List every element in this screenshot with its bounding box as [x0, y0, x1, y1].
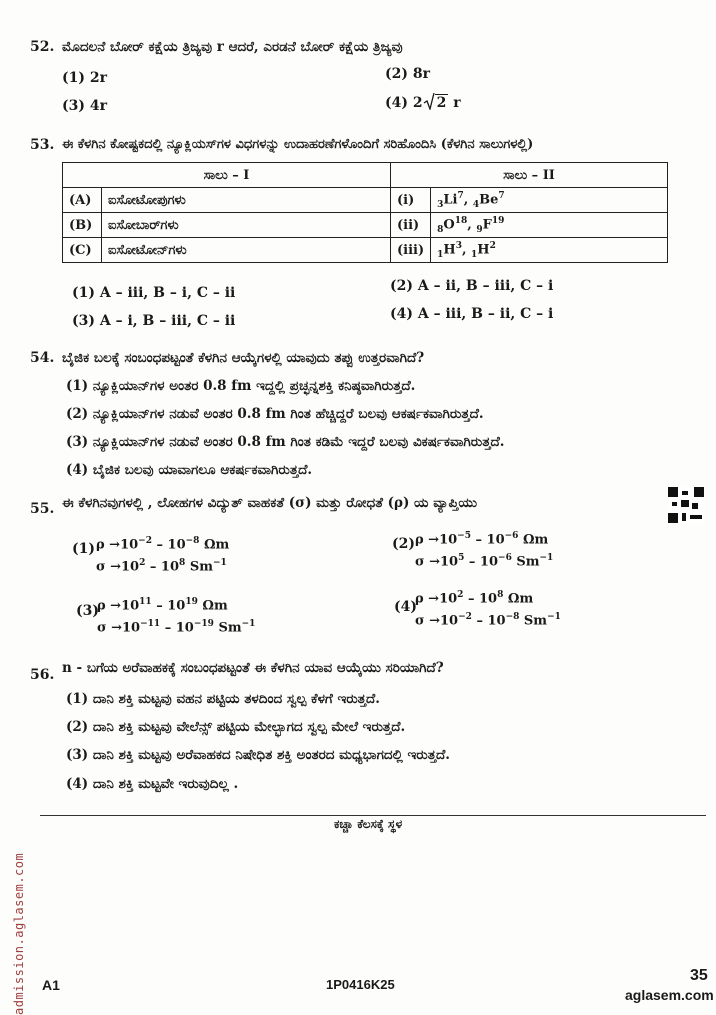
q52-option-1: (1) 2r: [62, 70, 107, 86]
watermark: admission.aglasem.com: [12, 852, 26, 1015]
q54-option-2: (2) ನ್ಯೂಕ್ಲಿಯಾನ್‌ಗಳ ನಡುವೆ ಅಂತರ 0.8 fm ಗಿಂತ ಹೆಚ್ಚಿದ್ದರೆ ಬಲವು ಆಕರ್ಷಕವಾಗಿರುತ್ತದೆ.: [66, 406, 484, 422]
row-label-a: (A): [63, 188, 102, 213]
q54-number: 54.: [30, 350, 55, 366]
q53-option-4: (4) A – iii, B – ii, C – i: [390, 306, 554, 322]
q56-text: n - ಬಗೆಯ ಅರೆವಾಹಕಕ್ಕೆ ಸಂಬಂಧಪಟ್ಟಂತೆ ಈ ಕೆಳಗಿನ ಯಾವ ಆಯ್ಕೆಯು ಸರಿಯಾಗಿದೆ?: [62, 660, 444, 676]
divider-line: [40, 815, 706, 816]
q52-option-2: (2) 8r: [385, 66, 430, 82]
q52-option-4-prefix: (4) 2: [385, 95, 423, 111]
q55-option-3-formula: $\rho \to 10^{11} - 10^{19}$ Ωm $\sigma \to 10^{-11} - 10^{-19}$ $Sm^{-1}$: [97, 597, 256, 636]
row-roman-i: (i): [391, 188, 431, 213]
row-roman-iii: (iii): [391, 238, 431, 263]
nuclei-example-ii: $_8O^{18}$, $_9F^{19}$: [431, 213, 668, 238]
row-roman-ii: (ii): [391, 213, 431, 238]
q56-option-2: (2) ದಾನಿ ಶಕ್ತಿ ಮಟ್ಟವು ವೇಲೆನ್ಸ್ ಪಟ್ಟಿಯ ಮೇಲ್ಭಾಗದ ಸ್ವಲ್ಪ ಮೇಲೆ ಇರುತ್ತದೆ.: [66, 719, 406, 735]
site-label: aglasem.com: [625, 987, 714, 1003]
q52-number: 52.: [30, 39, 55, 55]
q53-option-2: (2) A – ii, B – iii, C – i: [390, 278, 554, 294]
q56-option-4: (4) ದಾನಿ ಶಕ್ತಿ ಮಟ್ಟವೇ ಇರುವುದಿಲ್ಲ .: [66, 776, 239, 792]
row-term-a: ಐಸೋಟೋಪುಗಳು: [102, 188, 391, 213]
q53-text: ಈ ಕೆಳಗಿನ ಕೋಷ್ಟಕದಲ್ಲಿ ನ್ಯೂಕ್ಲಿಯಸ್‌ಗಳ ವಿಧಗಳನ್ನು ಉದಾಹರಣೆಗಳೊಂದಿಗೆ ಸರಿಹೊಂದಿಸಿ (ಕೆಳಗಿನ ಸಾಲುಗಳಲ್ಲಿ): [62, 137, 534, 152]
q52-text: ಮೊದಲನೆ ಬೋರ್ ಕಕ್ಷೆಯ ತ್ರಿಜ್ಯವು r ಆದರೆ, ಎರಡನೆ ಬೋರ್ ಕಕ್ಷೆಯ ತ್ರಿಜ್ಯವು: [62, 39, 403, 55]
rough-work-note: ಕಚ್ಚಾ ಕೆಲಸಕ್ಕೆ ಸ್ಥಳ: [334, 817, 403, 831]
q54-option-4: (4) ಬೈಜಿಕ ಬಲವು ಯಾವಾಗಲೂ ಆಕರ್ಷಕವಾಗಿರುತ್ತದೆ.: [66, 462, 313, 478]
q55-option-4-label: (4): [394, 599, 417, 615]
q55-option-2-formula: $\rho \to 10^{-5} - 10^{-6}$ Ωm $\sigma \to 10^5 - 10^{-6}$ $Sm^{-1}$: [415, 531, 554, 570]
nuclei-example-iii: $_1H^3$, $_1H^2$: [431, 238, 668, 263]
q56-option-3: (3) ದಾನಿ ಶಕ್ತಿ ಮಟ್ಟವು ಅರೆವಾಹಕದ ನಿಷೇಧಿತ ಶಕ್ತಿ ಅಂತರದ ಮಧ್ಯಭಾಗದಲ್ಲಿ ಇರುತ್ತದೆ.: [66, 747, 450, 763]
row-term-c: ಐಸೋಟೋನ್‌ಗಳು: [102, 238, 391, 263]
q54-option-3: (3) ನ್ಯೂಕ್ಲಿಯಾನ್‌ಗಳ ನಡುವೆ ಅಂತರ 0.8 fm ಗಿಂತ ಕಡಿಮೆ ಇದ್ದರೆ ಬಲವು ವಿಕರ್ಷಕವಾಗಿರುತ್ತದೆ.: [66, 434, 505, 450]
q53-option-3: (3) A – i, B – iii, C – ii: [72, 313, 236, 329]
q55-option-4-formula: $\rho \to 10^2 - 10^8$ Ωm $\sigma \to 10^{-2} - 10^{-8}$ $Sm^{-1}$: [415, 590, 561, 629]
section-code: A1: [42, 977, 60, 993]
q55-text: ಈ ಕೆಳಗಿನವುಗಳಲ್ಲಿ , ಲೋಹಗಳ ವಿದ್ಯುತ್ ವಾಹಕತೆ (σ) ಮತ್ತು ರೋಧತೆ (ρ) ಯ ವ್ಯಾಪ್ತಿಯು: [62, 495, 478, 511]
q55-option-3-label: (3): [76, 603, 99, 619]
q53-option-1: (1) A – iii, B – i, C – ii: [72, 285, 236, 301]
q55-number: 55.: [30, 501, 55, 517]
q55-option-2-label: (2): [392, 536, 415, 552]
q56-number: 56.: [30, 667, 55, 683]
q52-option-4-suffix: r: [453, 95, 461, 111]
q52-option-4-radicand: 2: [436, 95, 447, 111]
booklet-code: 1P0416K25: [326, 977, 395, 992]
q54-text: ಬೈಜಿಕ ಬಲಕ್ಕೆ ಸಂಬಂಧಪಟ್ಟಂತೆ ಕೆಳಗಿನ ಆಯ್ಕೆಗಳಲ್ಲಿ ಯಾವುದು ತಪ್ಪು ಉತ್ತರವಾಗಿದೆ?: [62, 350, 425, 366]
qr-code-icon: [668, 487, 704, 523]
column-1-header: ಸಾಲು – I: [63, 163, 391, 188]
match-table: [62, 162, 668, 263]
sqrt-sign-icon: [423, 92, 435, 110]
q56-option-1: (1) ದಾನಿ ಶಕ್ತಿ ಮಟ್ಟವು ವಹನ ಪಟ್ಟಿಯ ತಳದಿಂದ ಸ್ವಲ್ಪ ಕೆಳಗೆ ಇರುತ್ತದೆ.: [66, 691, 380, 707]
q52-option-4: [385, 92, 461, 111]
row-label-b: (B): [63, 213, 102, 238]
nuclei-example-i: $_3Li^7$, $_4Be^7$: [431, 188, 668, 213]
column-2-header: ಸಾಲು – II: [391, 163, 668, 188]
row-term-b: ಐಸೋಬಾರ್‌ಗಳು: [102, 213, 391, 238]
q55-option-1-label: (1): [72, 541, 95, 557]
q52-option-3: (3) 4r: [62, 98, 107, 114]
q54-option-1: (1) ನ್ಯೂಕ್ಲಿಯಾನ್‌ಗಳ ಅಂತರ 0.8 fm ಇದ್ದಲ್ಲಿ ಪ್ರಚ್ಛನ್ನಶಕ್ತಿ ಕನಿಷ್ಠವಾಗಿರುತ್ತದೆ.: [66, 378, 416, 394]
row-label-c: (C): [63, 238, 102, 263]
page-number: 35: [690, 967, 708, 984]
q53-number: 53.: [30, 137, 55, 153]
q55-option-1-formula: $\rho \to 10^{-2} - 10^{-8}$ Ωm $\sigma \to 10^2 - 10^8$ $Sm^{-1}$: [96, 536, 230, 575]
